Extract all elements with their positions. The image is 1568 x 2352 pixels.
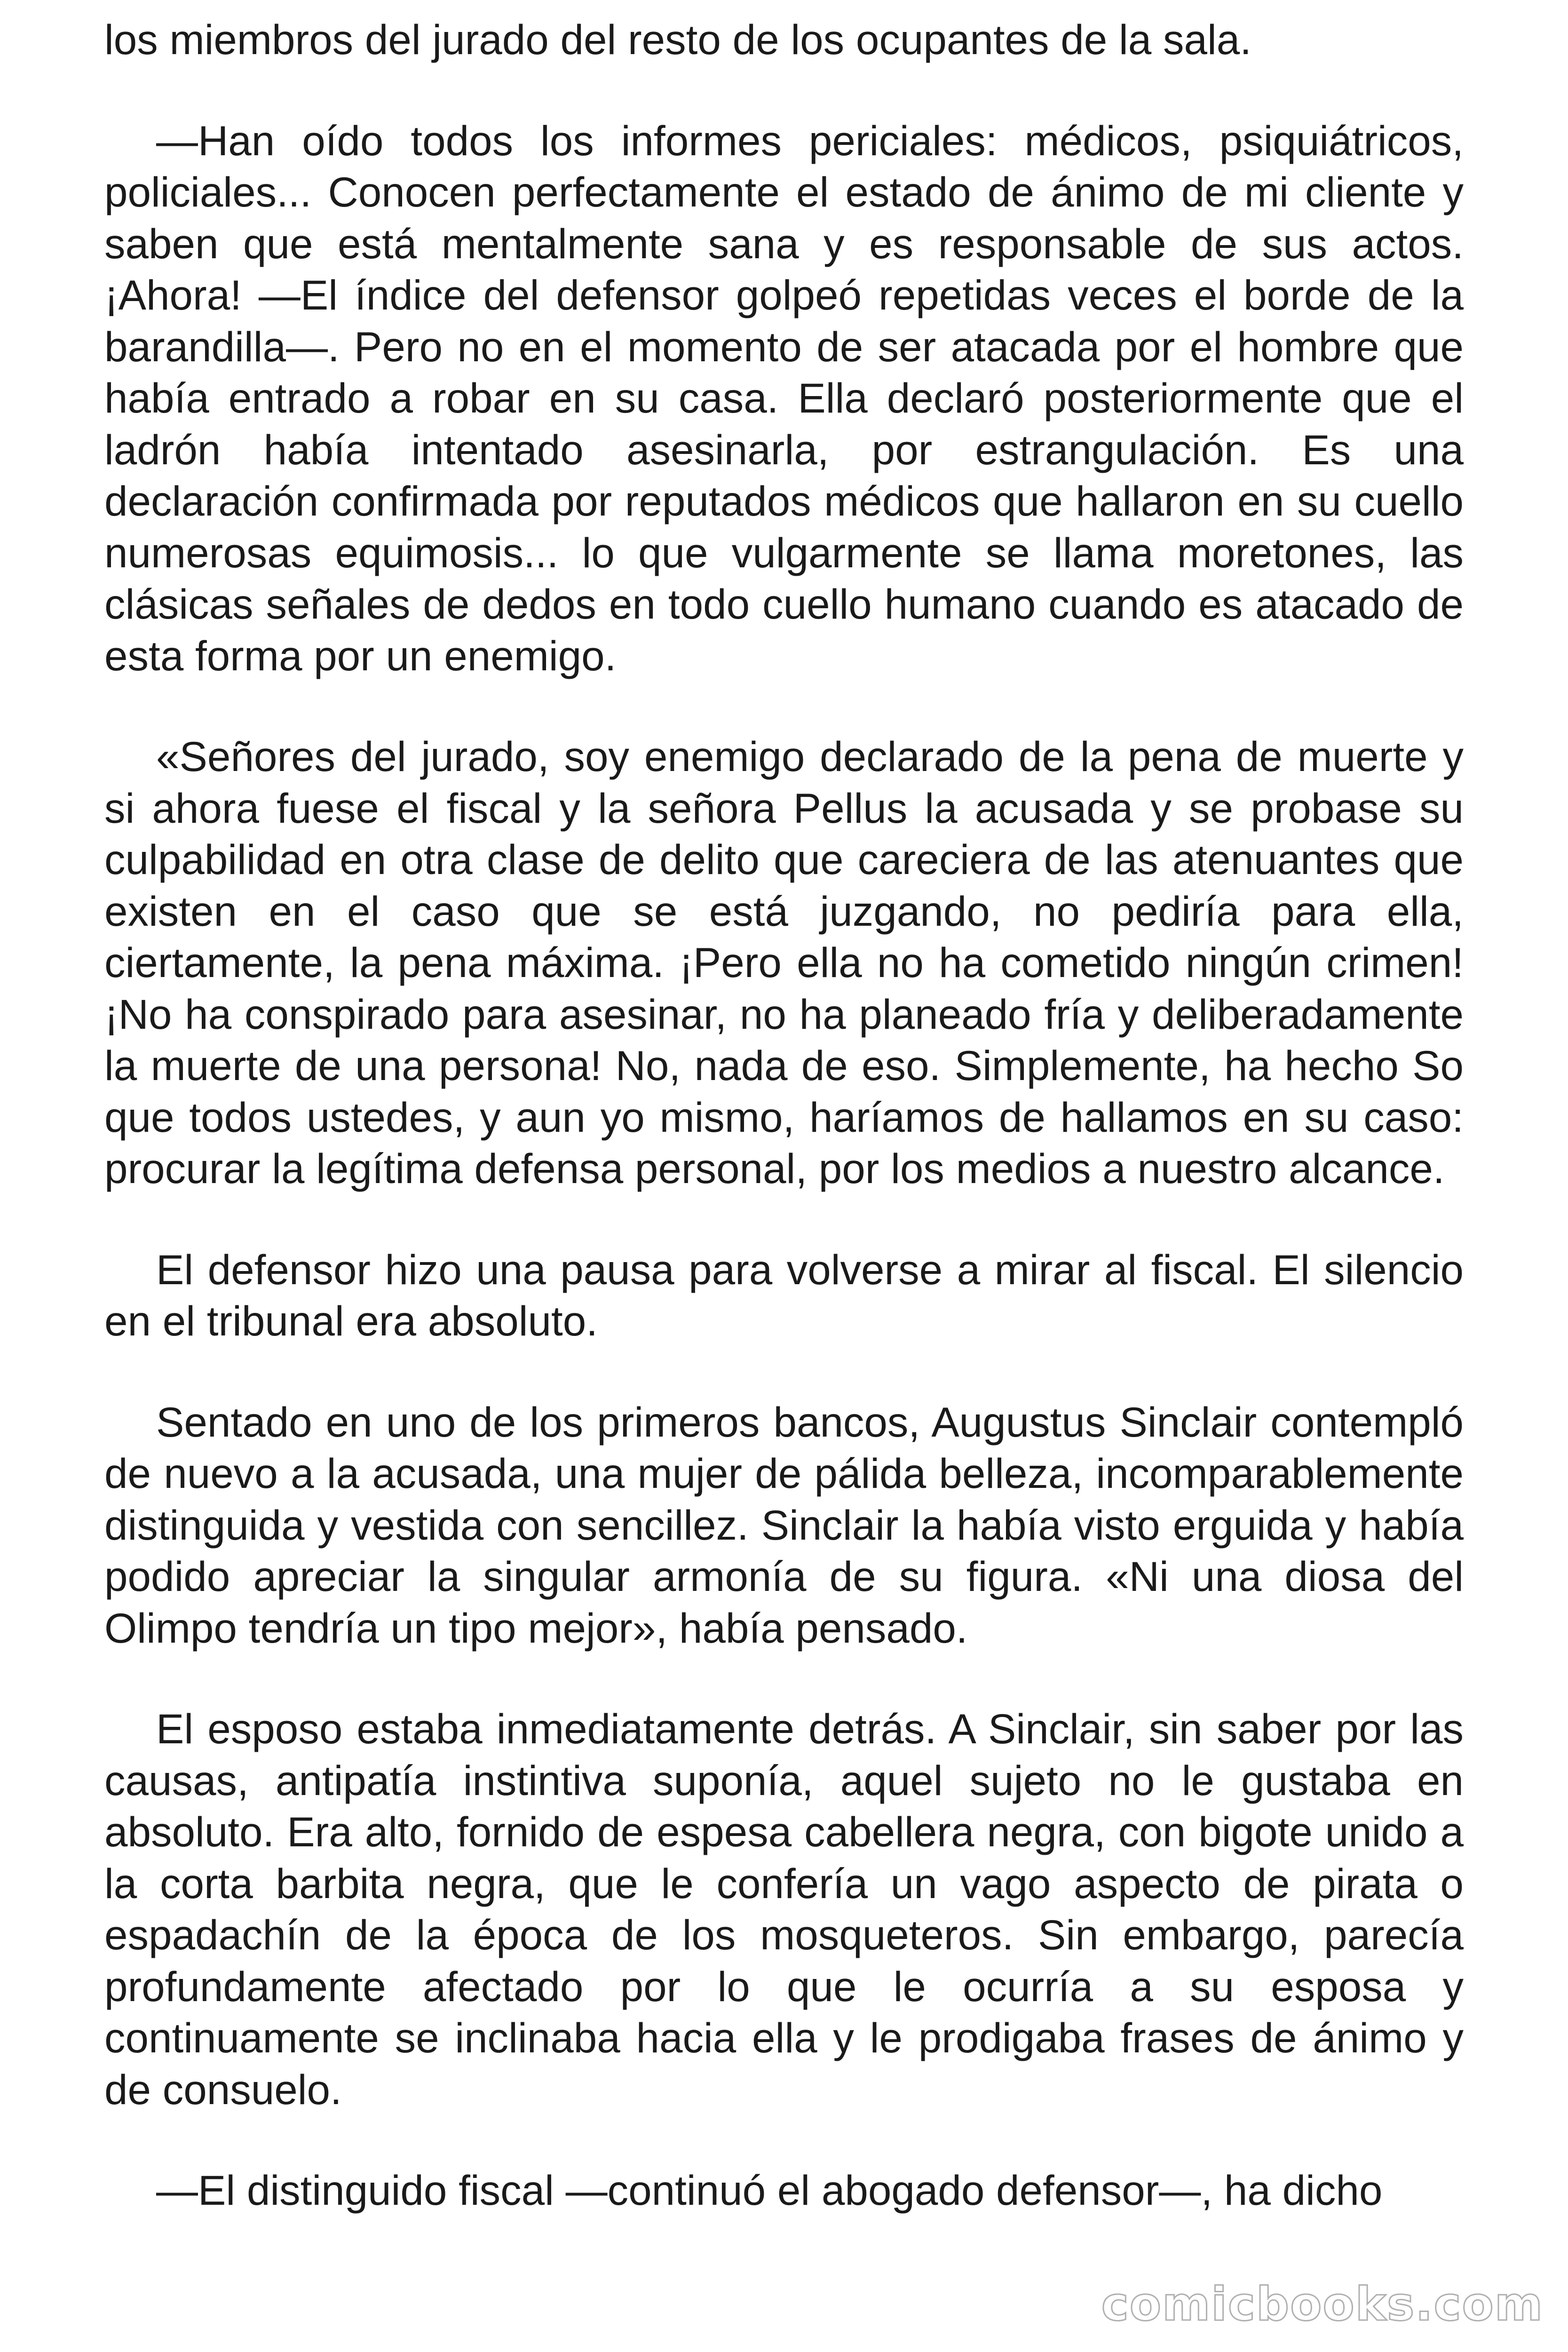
paragraph-5: Sentado en uno de los primeros bancos, Augustus Sinclair contempló de nuevo a la acusada, una mujer de pálida belleza, incomparablemente distinguida y vestida con sencillez. Sinclair la había visto erguida y había podido apreciar la singular armonía de su figura. «Ni una diosa del Olimpo tendría un tipo mejor», había pensado.	[104, 1398, 1464, 1652]
watermark: comicbooks.com	[1101, 2278, 1544, 2331]
paragraph-7: —El distinguido fiscal —continuó el abogado defensor—, ha dicho	[156, 2167, 1383, 2214]
paragraph-1: los miembros del jurado del resto de los ocupantes de la sala.	[104, 16, 1251, 63]
paragraph-2: —Han oído todos los informes periciales: médicos, psiquiátricos, policiales... Conocen perfectamente el estado de ánimo de mi cliente y saben que está mentalmente sana y es responsable de sus actos. ¡Ahora! —El índice del defensor golpeó repetidas veces el borde de la barandilla—. Pero no en el momento de ser atacada por el hombre que había entrado a robar en su casa. Ella declaró posteriormente que el ladrón había intentado asesinarla, por estrangulación. Es una declaración confirmada por reputados médicos que hallaron en su cuello numerosas equimosis... lo que vulgarmente se llama moretones, las clásicas señales de dedos en todo cuello humano cuando es atacado de esta forma por un enemigo.	[104, 117, 1464, 679]
body-text	[104, 14, 1464, 2217]
paragraph-3: «Señores del jurado, soy enemigo declarado de la pena de muerte y si ahora fuese el fiscal y la señora Pellus la acusada y se probase su culpabilidad en otra clase de delito que careciera de las atenuantes que existen en el caso que se está juzgando, no pediría para ella, ciertamente, la pena máxima. ¡Pero ella no ha cometido ningún crimen! ¡No ha conspirado para asesinar, no ha planeado fría y deliberadamente la muerte de una persona! No, nada de eso. Simplemente, ha hecho So que todos ustedes, y aun yo mismo, haríamos de hallamos en su caso: procurar la legítima defensa personal, por los medios a nuestro alcance.	[104, 733, 1464, 1192]
paragraph-6: El esposo estaba inmediatamente detrás. A Sinclair, sin saber por las causas, antipatía instintiva suponía, aquel sujeto no le gustaba en absoluto. Era alto, fornido de espesa cabellera negra, con bigote unido a la corta barbita negra, que le confería un vago aspecto de pirata o espadachín de la época de los mosqueteros. Sin embargo, parecía profundamente afectado por lo que le ocurría a su esposa y continuamente se inclinaba hacia ella y le prodigaba frases de ánimo y de consuelo.	[104, 1705, 1464, 2113]
paragraph-4: El defensor hizo una pausa para volverse a mirar al fiscal. El silencio en el tribunal era absoluto.	[104, 1246, 1464, 1344]
